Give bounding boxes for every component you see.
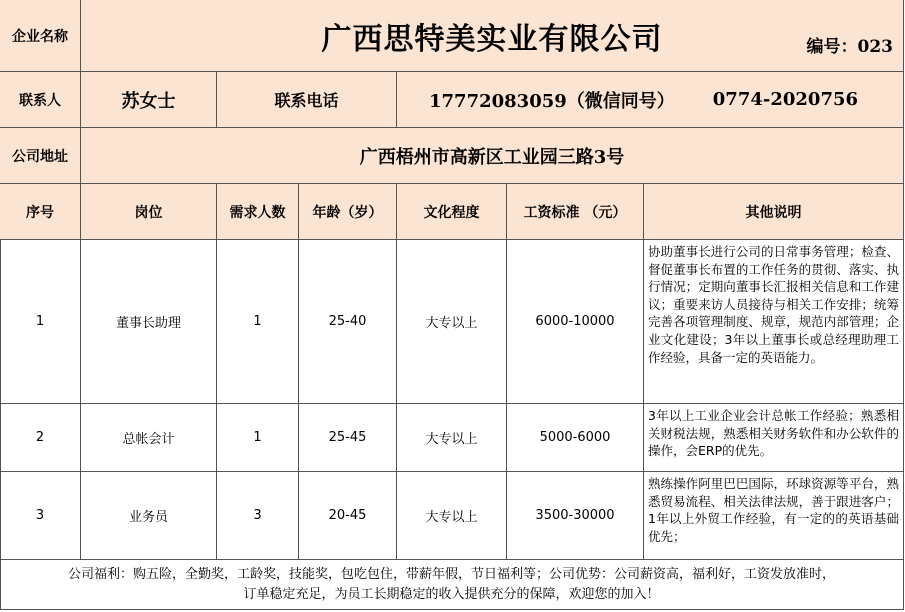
- table-row-1-education: 大专以上: [397, 240, 507, 404]
- table-row-3-notes: 熟练操作阿里巴巴国际，环球资源等平台，熟悉贸易流程、相关法律法规，善于跟进客户；1年以上外贸工作经验，有一定的的英语基础优先；: [644, 472, 904, 560]
- table-row-1-no: 1: [0, 240, 81, 404]
- table-row-2-notes: 3年以上工业企业会计总帐工作经验；熟悉相关财税法规，熟悉相关财务软件和办公软件的操作，会ERP的优先。: [644, 404, 904, 472]
- table-row-1-position: 董事长助理: [81, 240, 217, 404]
- landline-number: 0774-2020756: [712, 89, 859, 110]
- footer-line-2: 订单稳定充足，为员工长期稳定的收入提供充分的保障，欢迎您的加入！: [243, 586, 660, 602]
- company-code: 编号：023: [806, 37, 893, 57]
- header-age: 年龄（岁）: [299, 184, 397, 240]
- header-notes: 其他说明: [644, 184, 904, 240]
- company-name: [81, 0, 904, 72]
- phone-label: 联系电话: [217, 72, 397, 128]
- address-label: 公司地址: [0, 128, 81, 184]
- footer-line-1: 公司福利：购五险，全勤奖，工龄奖，技能奖，包吃包住，带薪年假，节日福利等；公司优势：公司薪资高，福利好，工资发放准时，: [67, 566, 835, 582]
- contact-label: 联系人: [0, 72, 81, 128]
- table-row-1-notes: 协助董事长进行公司的日常事务管理；检查、督促董事长布置的工作任务的贯彻、落实、执行情况；定期向董事长汇报相关信息和工作建议；重要来访人员接待与相关工作安排；统筹完善各项管理制度、规章，规范内部管理；企业文化建设；3年以上董事长或总经理助理工作经验，具备一定的英语能力。: [644, 240, 904, 404]
- table-row-3-position: 业务员: [81, 472, 217, 560]
- table-row-3-salary: 3500-30000: [507, 472, 644, 560]
- table-row-3-no: 3: [0, 472, 81, 560]
- header-position: 岗位: [81, 184, 217, 240]
- mobile-number: 17772083059（微信同号）: [429, 90, 675, 112]
- table-row-2-no: 2: [0, 404, 81, 472]
- table-row-3-age: 20-45: [299, 472, 397, 560]
- table-row-3-education: 大专以上: [397, 472, 507, 560]
- header-no: 序号: [0, 184, 81, 240]
- table-row-1-salary: 6000-10000: [507, 240, 644, 404]
- company-address: 广西梧州市高新区工业园三路3号: [81, 128, 904, 184]
- table-row-2-education: 大专以上: [397, 404, 507, 472]
- table-row-1-age: 25-40: [299, 240, 397, 404]
- table-row-2-position: 总帐会计: [81, 404, 217, 472]
- header-education: 文化程度: [397, 184, 507, 240]
- company-name-label: 企业名称: [0, 0, 81, 72]
- footer-benefits: [0, 560, 904, 610]
- header-count: 需求人数: [217, 184, 299, 240]
- table-row-3-count: 3: [217, 472, 299, 560]
- phone-numbers: [397, 72, 904, 128]
- contact-person: 苏女士: [81, 72, 217, 128]
- company-name-text: 广西思特美实业有限公司: [321, 21, 663, 57]
- table-row-1-count: 1: [217, 240, 299, 404]
- table-row-2-salary: 5000-6000: [507, 404, 644, 472]
- table-row-2-age: 25-45: [299, 404, 397, 472]
- header-salary: 工资标准 （元）: [507, 184, 644, 240]
- table-row-2-count: 1: [217, 404, 299, 472]
